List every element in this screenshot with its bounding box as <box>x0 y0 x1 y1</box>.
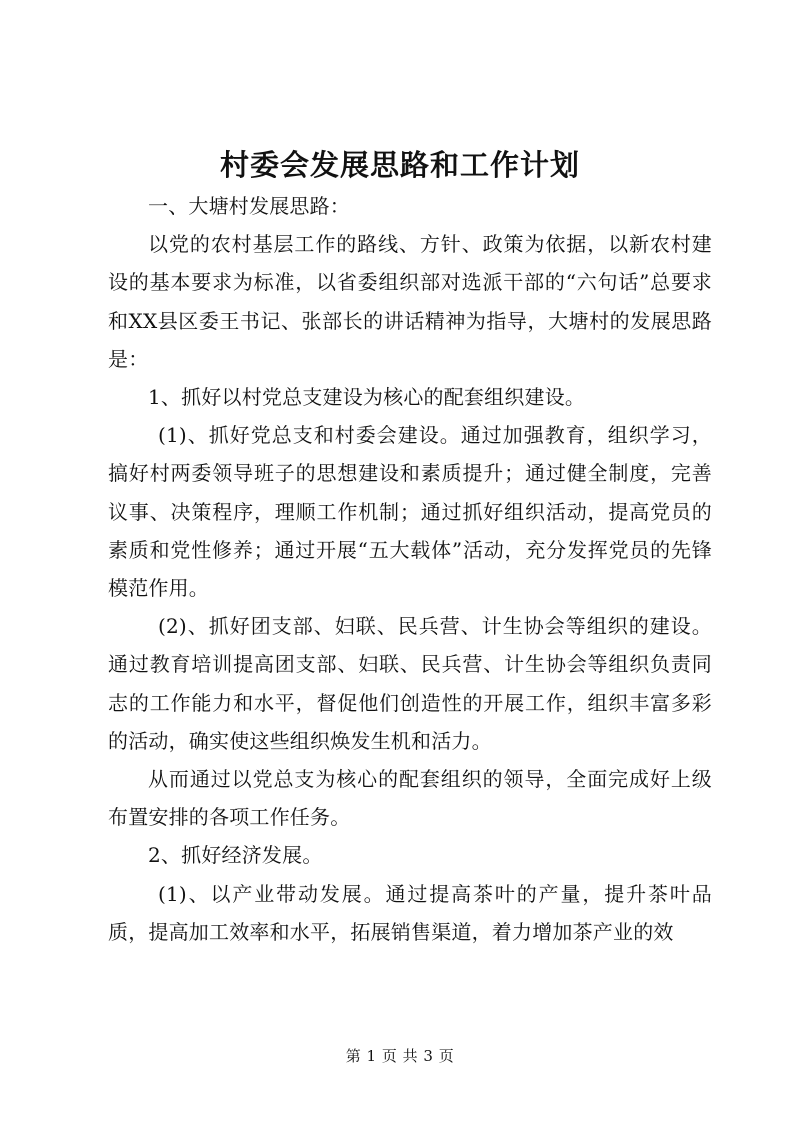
document-title: 村委会发展思路和工作计划 <box>219 148 580 182</box>
paragraph-industry-driven: (1)、以产业带动发展。通过提高茶叶的产量，提升茶叶品质，提高加工效率和水平，拓展销售渠道，着力增加茶产业的效 <box>108 881 712 944</box>
document-body <box>108 187 712 951</box>
paragraph-supporting-organizations: (2)、抓好团支部、妇联、民兵营、计生协会等组织的建设。通过教育培训提高团支部、妇联、民兵营、计生协会等组织负责同志的工作能力和水平，督促他们创造性的开展工作，组织丰富多彩的活动，确实使这些组织焕发生机和活力。 <box>108 614 712 753</box>
paragraph-guiding-principles: 以党的农村基层工作的路线、方针、政策为依据，以新农村建设的基本要求为标准，以省委组织部对选派干部的“六句话”总要求和XX县区委王书记、张部长的讲话精神为指导，大塘村的发展思路是： <box>108 232 712 371</box>
paragraph-overall-leadership: 从而通过以党总支为核心的配套组织的领导，全面完成好上级布置安排的各项工作任务。 <box>108 767 712 830</box>
paragraph-party-branch-building: (1)、抓好党总支和村委会建设。通过加强教育，组织学习，搞好村两委领导班子的思想建设和素质提升；通过健全制度，完善议事、决策程序，理顺工作机制；通过抓好组织活动，提高党员的素质和党性修养；通过开展“五大载体”活动，充分发挥党员的先锋模范作用。 <box>108 423 712 601</box>
item-heading-organization-building: 1、抓好以村党总支建设为核心的配套组织建设。 <box>148 385 586 410</box>
section-heading-development-ideas: 一、大塘村发展思路： <box>148 194 350 218</box>
page-number-footer: 第 1 页 共 3 页 <box>345 1047 455 1065</box>
item-heading-economic-development: 2、抓好经济发展。 <box>148 843 323 868</box>
